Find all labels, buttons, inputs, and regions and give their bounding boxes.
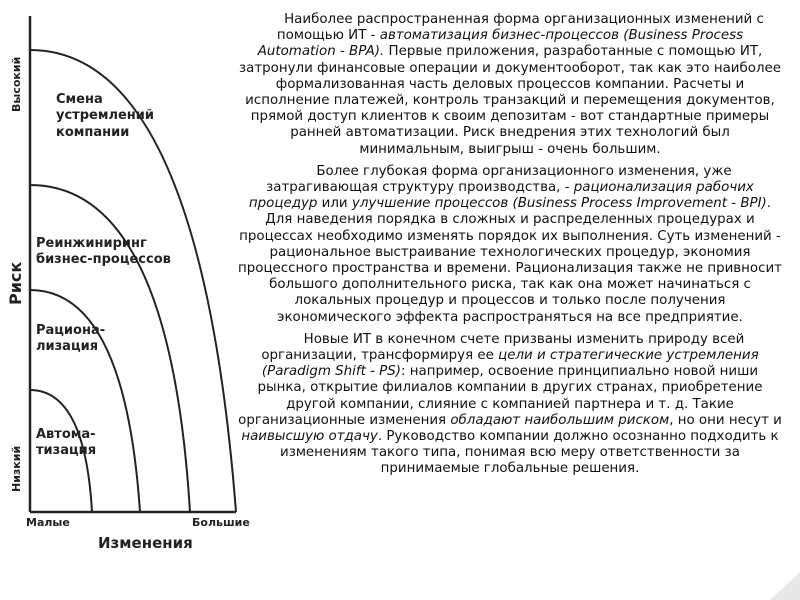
x-axis-large-label: Большие [192,516,250,529]
zone-label-line: Реинжиниринг [36,236,147,251]
y-axis-high-label: Высокий [10,56,23,112]
zone-label-line: компании [56,124,130,140]
zone-label-line: Смена [56,92,103,107]
paragraph-rationalization: Более глубокая форма организационного изменения, уже затрагивающая структуру производства, - рационализация рабочих процедур или улучшение процессов (Business Process Improvement - BPI). Для наведения порядка в сложных и распределенных процедурах и процессах необходимо изменять порядок их выполнения. Суть изменений - рациональное выстраивание технологических процедур, экономия процессного пространства и времени. Рационализация также не привносит большого дополнительного риска, так как она может начинаться с локальных процедур и процессов и только после получения экономического эффекта распространяться на все предприятие. [238,163,782,325]
page-corner-decoration [770,572,800,600]
zone-automation [36,427,96,460]
body-text [236,12,784,484]
zone-label-line: Автома- [36,427,96,442]
zone-reengineering [36,236,171,269]
diagram-lines [0,0,240,560]
paragraph-automation: Наиболее распространенная форма организационных изменений с помощью ИТ - автоматизация бизнес-процессов (Business Process Automation - BPA). Первые приложения, разработанные с помощью ИТ, затронули финансовые операции и документооборот, так как это наиболее формализованная часть деловых процессов компании. Расчеты и исполнение платежей, контроль транзакций и перемещения документов, прямой доступ клиентов к своим депозитам - вот стандартные примеры ранней автоматизации. Риск внедрения этих технологий был минимальным, выигрыш - очень большим. [239,12,781,157]
zone-paradigm-shift [56,92,154,141]
x-axis-title: Изменения [98,534,193,552]
x-axis-small-label: Малые [26,516,70,529]
y-axis-title: Риск [6,261,25,305]
zone-label-line: тизация [36,443,97,459]
zone-label-line: лизация [36,339,99,355]
zone-label-line: Рациона- [36,323,106,338]
zone-label-line: устремлений [56,108,155,124]
y-axis-low-label: Низкий [10,445,23,492]
risk-change-diagram [0,0,250,560]
zone-label-line: бизнес-процессов [36,252,171,268]
zone-rationalization [36,323,105,356]
paragraph-paradigm-shift: Новые ИТ в конечном счете призваны изменить природу всей организации, трансформируя ее цели и стратегические устремления (Paradigm Shift - PS): например, освоение принципиально новой ниши рынка, открытие филиалов компании в других странах, приобретение другой компании, слияние с компанией партнера и т. д. Такие организационные изменения обладают наибольшим риском, но они несут и наивысшую отдачу. Руководство компании должно осознанно подходить к изменениям такого типа, понимая всю меру ответственности за принимаемые глобальные решения. [238,331,782,477]
